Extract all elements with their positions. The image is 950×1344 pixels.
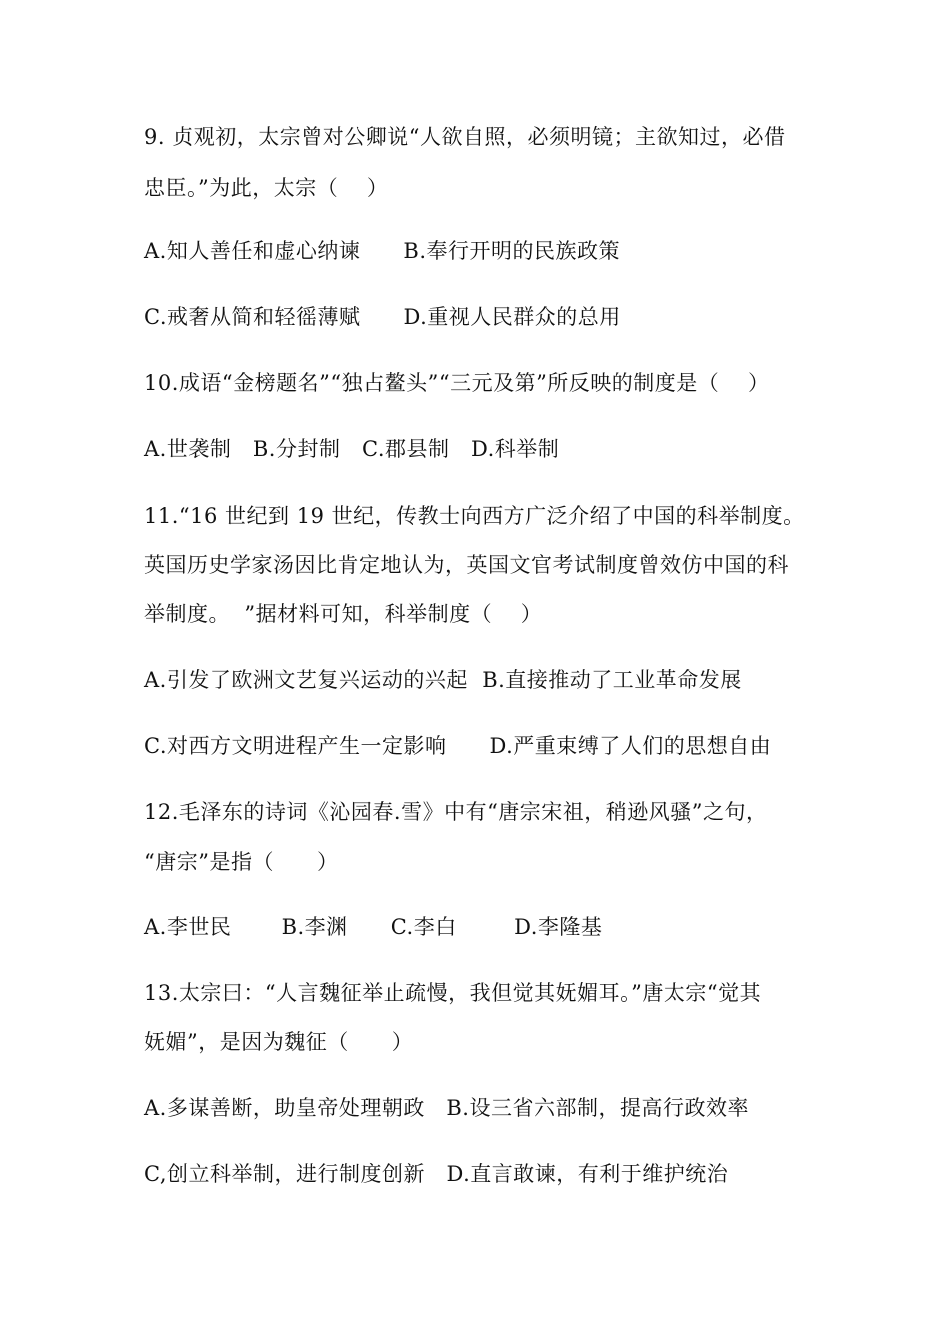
q9-stem-line-1: 9. 贞观初，太宗曾对公卿说“人欲自照，必须明镜；主欲知过，必借 xyxy=(144,125,786,149)
q11-stem-line-2: 英国历史学家汤因比肯定地认为，英国文官考试制度曾效仿中国的科 xyxy=(144,553,789,577)
q13-stem-line-2: 妩媚”，是因为魏征（ ） xyxy=(144,1030,414,1054)
q13-options-cd: C,创立科举制，进行制度创新 D.直言敢谏，有利于维护统治 xyxy=(144,1162,729,1186)
q9-options-cd: C.戒奢从简和轻徭薄赋 D.重视人民群众的总用 xyxy=(144,305,621,329)
q9-stem-line-2: 忠臣。”为此，太宗（ ） xyxy=(144,176,389,200)
q13-stem-line-1: 13.太宗曰：“人言魏征举止疏慢，我但觉其妩媚耳。”唐太宗“觉其 xyxy=(144,981,762,1005)
q12-stem-line-1: 12.毛泽东的诗词《沁园春.雪》中有“唐宗宋祖，稍逊风骚”之句， xyxy=(144,800,768,824)
q11-stem-line-1: 11.“16 世纪到 19 世纪，传教士向西方广泛介绍了中国的科举制度。 xyxy=(144,504,805,528)
q13-options-ab: A.多谋善断，助皇帝处理朝政 B.设三省六部制，提高行政效率 xyxy=(144,1096,749,1120)
q11-options-cd: C.对西方文明进程产生一定影响 D.严重束缚了人们的思想自由 xyxy=(144,734,772,758)
q11-options-ab: A.引发了欧洲文艺复兴运动的兴起 B.直接推动了工业革命发展 xyxy=(144,668,742,692)
q9-options-ab: A.知人善任和虚心纳谏 B.奉行开明的民族政策 xyxy=(144,239,620,263)
q12-options: A.李世民 B.李渊 C.李白 D.李隆基 xyxy=(144,915,603,939)
q11-stem-line-3: 举制度。 ”据材料可知，科举制度（ ） xyxy=(144,602,543,626)
q12-stem-line-2: “唐宗”是指（ ） xyxy=(144,850,339,874)
q10-stem: 10.成语“金榜题名”“独占鳌头”“三元及第”所反映的制度是（ ） xyxy=(144,371,770,395)
q10-options: A.世袭制 B.分封制 C.郡县制 D.科举制 xyxy=(144,437,560,461)
